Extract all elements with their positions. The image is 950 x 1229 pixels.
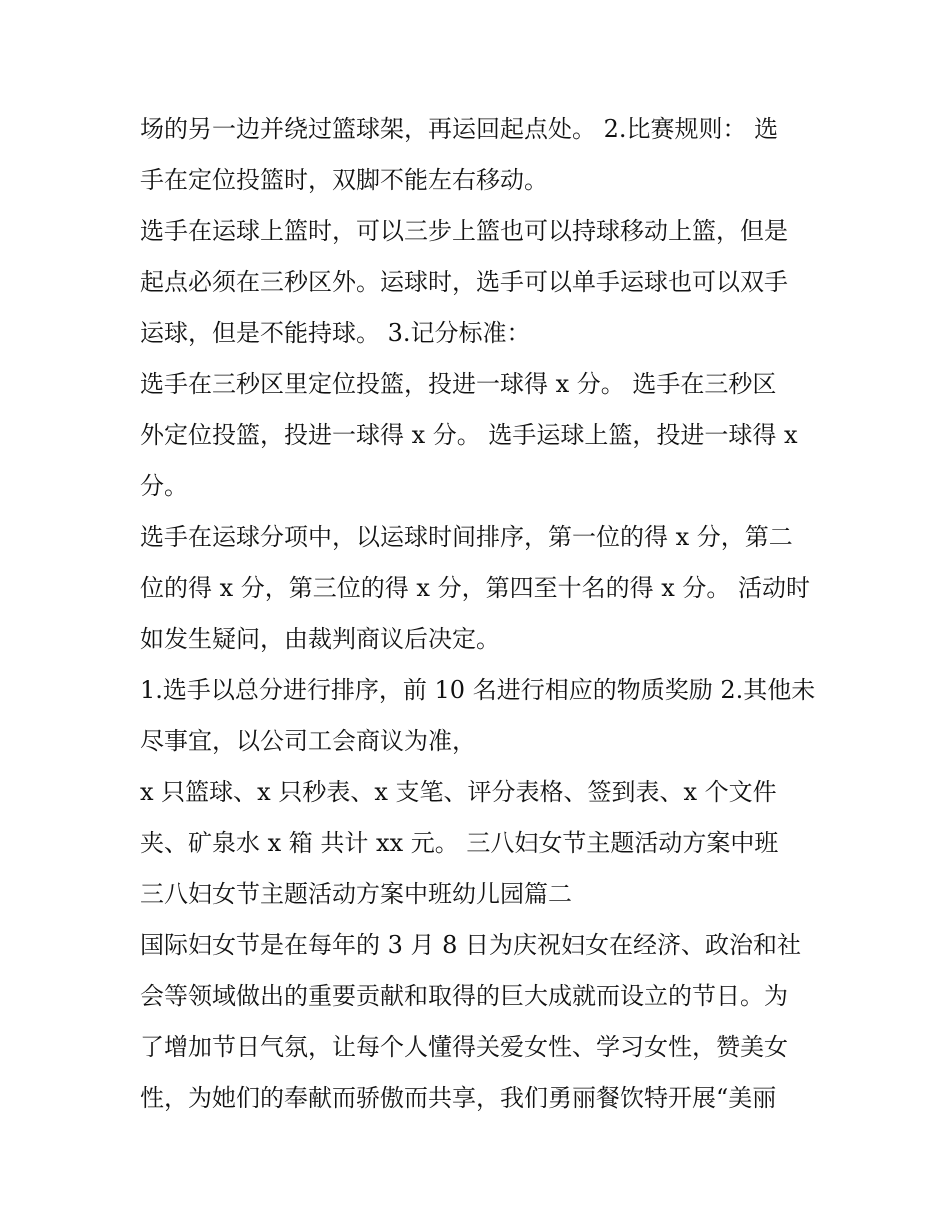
text-line: 选手在三秒区里定位投篮，投进一球得 x 分。 选手在三秒区 [140, 370, 777, 398]
text-line: 尽事宜，以公司工会商议为准， [140, 727, 476, 755]
text-line: 场的另一边并绕过篮球架，再运回起点处。 2.比赛规则： 选 [140, 115, 779, 143]
text-line: 选手在运球分项中，以运球时间排序，第一位的得 x 分，第二 [140, 523, 793, 551]
text-line: 选手在运球上篮时，可以三步上篮也可以持球移动上篮，但是 [140, 217, 788, 245]
section-heading: 三八妇女节主题活动方案中班幼儿园篇二 [140, 880, 572, 908]
text-line: 夹、矿泉水 x 箱 共计 xx 元。 三八妇女节主题活动方案中班 [140, 829, 779, 857]
text-line: 了增加节日气氛，让每个人懂得关爱女性、学习女性，赞美女 [140, 1033, 788, 1061]
text-line: 会等领域做出的重要贡献和取得的巨大成就而设立的节日。为 [140, 982, 788, 1010]
text-line: 性，为她们的奉献而骄傲而共享，我们勇丽餐饮特开展“美丽 [140, 1084, 777, 1112]
text-line: 手在定位投篮时，双脚不能左右移动。 [140, 166, 548, 194]
text-line: 位的得 x 分，第三位的得 x 分，第四至十名的得 x 分。 活动时 [140, 574, 811, 602]
text-line: 国际妇女节是在每年的 3 月 8 日为庆祝妇女在经济、政治和社 [140, 931, 802, 959]
text-line: x 只篮球、x 只秒表、x 支笔、评分表格、签到表、x 个文件 [140, 778, 777, 806]
text-line: 如发生疑问，由裁判商议后决定。 [140, 625, 500, 653]
document-body [140, 104, 830, 1124]
text-line: 1.选手以总分进行排序，前 10 名进行相应的物质奖励 2.其他未 [140, 676, 816, 704]
text-line: 运球，但是不能持球。 3.记分标准： [140, 319, 531, 347]
text-line: 外定位投篮，投进一球得 x 分。 选手运球上篮，投进一球得 x [140, 421, 798, 449]
text-line: 起点必须在三秒区外。运球时，选手可以单手运球也可以双手 [140, 268, 788, 296]
text-line: 分。 [140, 472, 188, 500]
